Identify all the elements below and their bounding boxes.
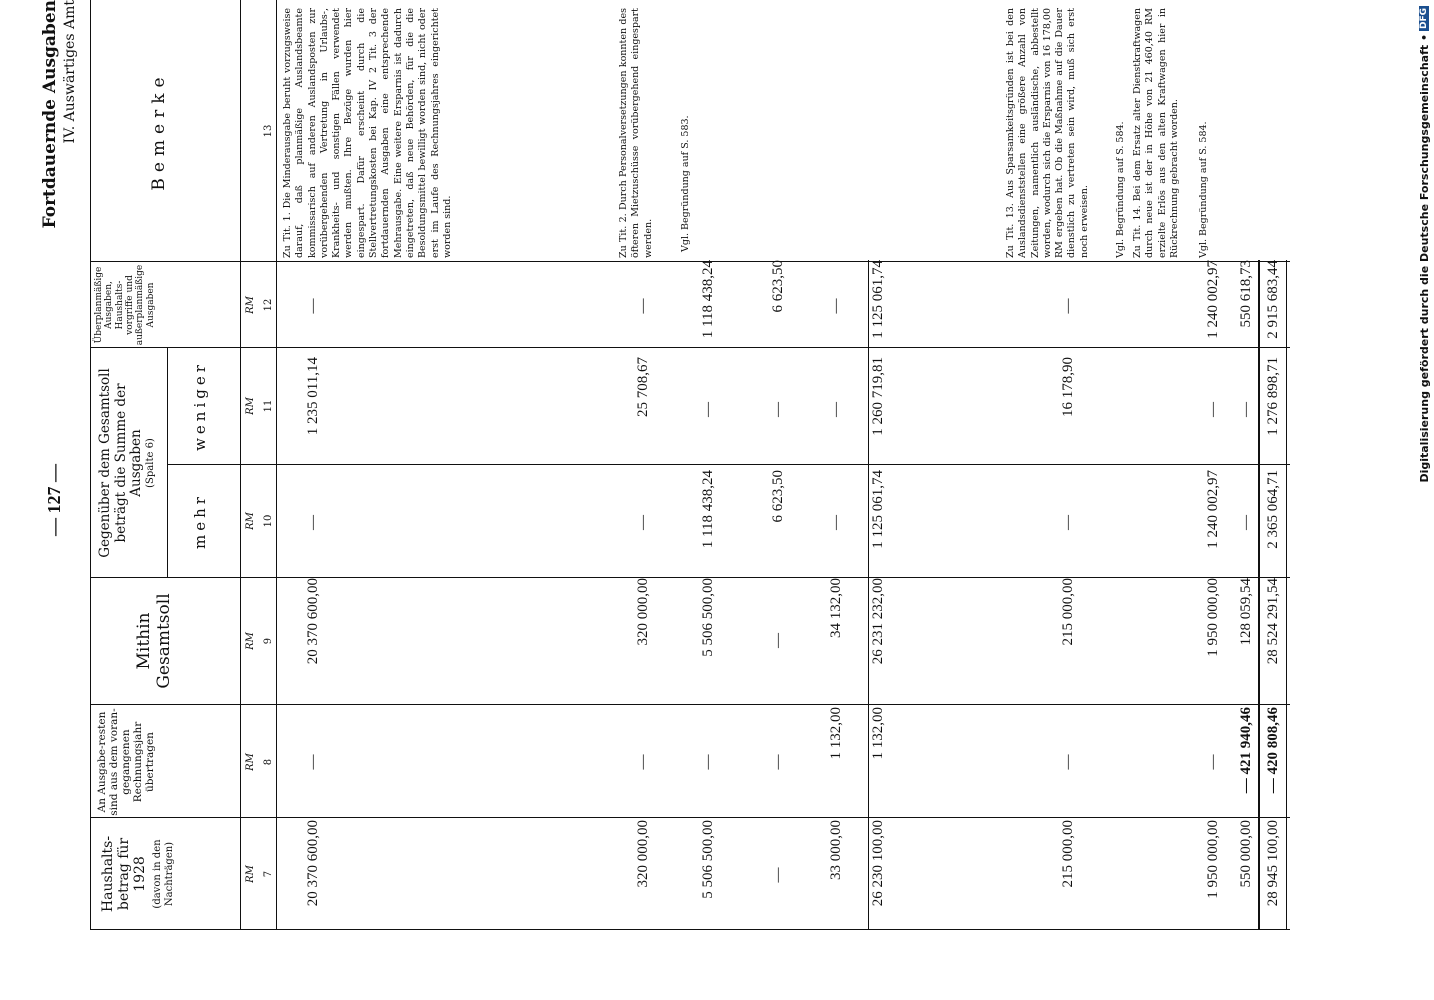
section-subtitle: IV. Auswärtiges Amt [62,0,78,144]
col9-header: Mithin Gesamtsoll [134,593,174,689]
remark-ref-584-a: Vgl. Begründung auf S. 584. [1115,121,1126,258]
subtotal-cell: 1 125 061,74 [870,260,886,339]
cell: — [1205,754,1221,770]
cell: — [1060,515,1076,530]
col10-header: mehr [191,493,209,549]
remark-title-14: Zu Tit. 14. Bei dem Ersatz alter Dienstkraftwagen durch neue ist der in Höhe von 21 460,40 RM erzielte Erlös aus den alten Kraftwagen hier in Rückrechnung gebracht worden. [1132,8,1180,258]
remark-title-1: Zu Tit. 1. Die Minderausgabe beruht vorzugsweise darauf, daß planmäßige Auslandsbeamte kommissarisch auf anderen Auslandsposten zur vorübergehenden Vertretung in Urlaubs-, Krankheits- und sonstigen Fällen verwendet werden mußten. Ihre Bezüge wurden hier eingespart. Dafür erscheint durch die Stellvertretungskosten bei Kap. IV 2 Tit. 3 der fortdauernden Ausgaben eine entsprechende Mehrausgabe. Eine weitere Ersparnis ist dadurch eingetreten, daß neue Behörden, für die die Besoldungsmittel bewilligt worden sind, nicht oder erst im Laufe des Rechnungsjahres eingerichtet worden sind. [282,8,453,258]
subtotal-cell: 26 231 232,00 [870,578,886,665]
cell: 1 950 000,00 [1205,820,1221,899]
cell: — [828,515,844,530]
cell: — [635,298,651,314]
total-cell: 2 365 064,71 [1265,470,1281,549]
col10-no: 10 [263,514,274,528]
cell: — [770,633,786,648]
cell: 215 000,00 [1060,578,1076,646]
cell: 16 178,90 [1060,357,1076,417]
remark-title-2: Zu Tit. 2. Durch Personalversetzungen konnten des öfteren Mietzuschüsse vorübergehend eingespart werden. [618,8,654,258]
cell: — [770,402,786,417]
cell: 34 132,00 [828,578,844,638]
cell: 550 000,00 [1238,820,1254,888]
cell: 1 950 000,00 [1205,578,1221,657]
cell: 1 132,00 [828,707,844,760]
col7-unit: RM [245,865,256,883]
cell: — [635,515,651,530]
cell: 20 370 600,00 [305,820,321,907]
col10-unit: RM [245,512,256,530]
page-number: — 127 — [44,464,64,536]
cell: — [635,754,651,770]
col9-no: 9 [263,637,274,645]
col8-header: An Ausgabe-resten sind aus dem voran-gegangenen Rechnungsjahr übertragen [96,708,157,816]
subtotal-cell: 26 230 100,00 [870,820,886,907]
col7-label: Haushalts-betrag für 1928 [100,835,149,913]
digitization-note [1414,6,1434,996]
subtotal-cell: 1 132,00 [870,707,886,760]
cell: 6 623,50 [770,260,786,313]
col8-unit: RM [245,753,256,771]
digitization-text: Digitalisierung gefördert durch die Deutsche Forschungsgemeinschaft • [1417,34,1431,483]
cell: 5 506 500,00 [700,578,716,657]
col13-header: Bemerke [149,71,169,191]
cell: 1 235 011,14 [305,357,321,436]
col7-header [100,820,175,928]
cell: 320 000,00 [635,578,651,646]
col11-unit: RM [245,397,256,415]
cell: 320 000,00 [635,820,651,888]
total-cell: 28 945 100,00 [1265,820,1281,907]
total-cell: 28 524 291,54 [1265,578,1281,665]
cell: — 421 940,46 [1238,707,1254,794]
col8-no: 8 [263,758,274,766]
cell: 25 708,67 [635,357,651,417]
total-cell: 1 276 898,71 [1265,357,1281,436]
col12-no: 12 [263,298,274,312]
cell: 6 623,50 [770,470,786,523]
cell: 1 118 438,24 [700,260,716,339]
subtotal-cell: 1 125 061,74 [870,470,886,549]
col12-unit: RM [245,296,256,314]
cell: — [828,402,844,417]
cell: — [700,402,716,417]
rotated-page [40,0,1300,1000]
cell: — [1205,402,1221,417]
subtotal-cell: 1 260 719,81 [870,357,886,436]
cell: — [1060,754,1076,770]
col9-unit: RM [245,632,256,650]
col11-no: 11 [263,399,274,413]
cell: — [305,298,321,314]
remark-ref-583: Vgl. Begründung auf S. 583. [680,115,691,252]
remark-ref-584-b: Vgl. Begründung auf S. 584. [1198,121,1209,258]
cell: 20 370 600,00 [305,578,321,665]
remark-title-13: Zu Tit. 13. Aus Sparsamkeitsgründen ist bei den Auslandsdienststellen eine größere Anzahl von Zeitungen, namentlich ausländische, abbestellt worden, wodurch sich die Ersparnis von 16 178,00 RM ergeben hat. Ob die Maßnahme auf die Dauer dienstlich zu vertreten sein wird, muß sich erst noch erweisen. [1005,8,1090,258]
col12-header: Überplanmäßige Ausgaben, Haushalts-vorgriffe und außerplanmäßige Ausgaben [94,264,156,346]
group-header [98,351,156,575]
total-cell: — 420 808,46 [1265,707,1281,794]
cell: 1 240 002,97 [1205,260,1221,339]
cell: 5 506 500,00 [700,820,716,899]
cell: — [1238,402,1254,417]
cell: 550 618,73 [1238,260,1254,328]
cell: — [700,754,716,770]
col11-header: weniger [191,361,209,451]
group-sub: (Spalte 6) [144,438,156,488]
cell: 128 059,54 [1238,578,1254,646]
col7-no: 7 [263,870,274,878]
col13-no: 13 [263,124,274,138]
col7-sub: (davon in den Nachträgen) [152,839,175,909]
cell: — [1060,298,1076,314]
cell: — [770,754,786,770]
total-cell: 2 915 683,44 [1265,260,1281,339]
cell: 1 118 438,24 [700,470,716,549]
cell: — [770,867,786,883]
cell: 215 000,00 [1060,820,1076,888]
cell: 1 240 002,97 [1205,470,1221,549]
cell: — [305,515,321,530]
section-title: Fortdauernde Ausgaben [40,0,60,229]
cell: — [828,298,844,314]
cell: — [1238,515,1254,530]
cell: — [305,754,321,770]
group-label: Gegenüber dem Gesamtsoll beträgt die Summe der Ausgaben [97,368,145,558]
dfg-logo: DFG [1419,8,1429,30]
cell: 33 000,00 [828,820,844,880]
